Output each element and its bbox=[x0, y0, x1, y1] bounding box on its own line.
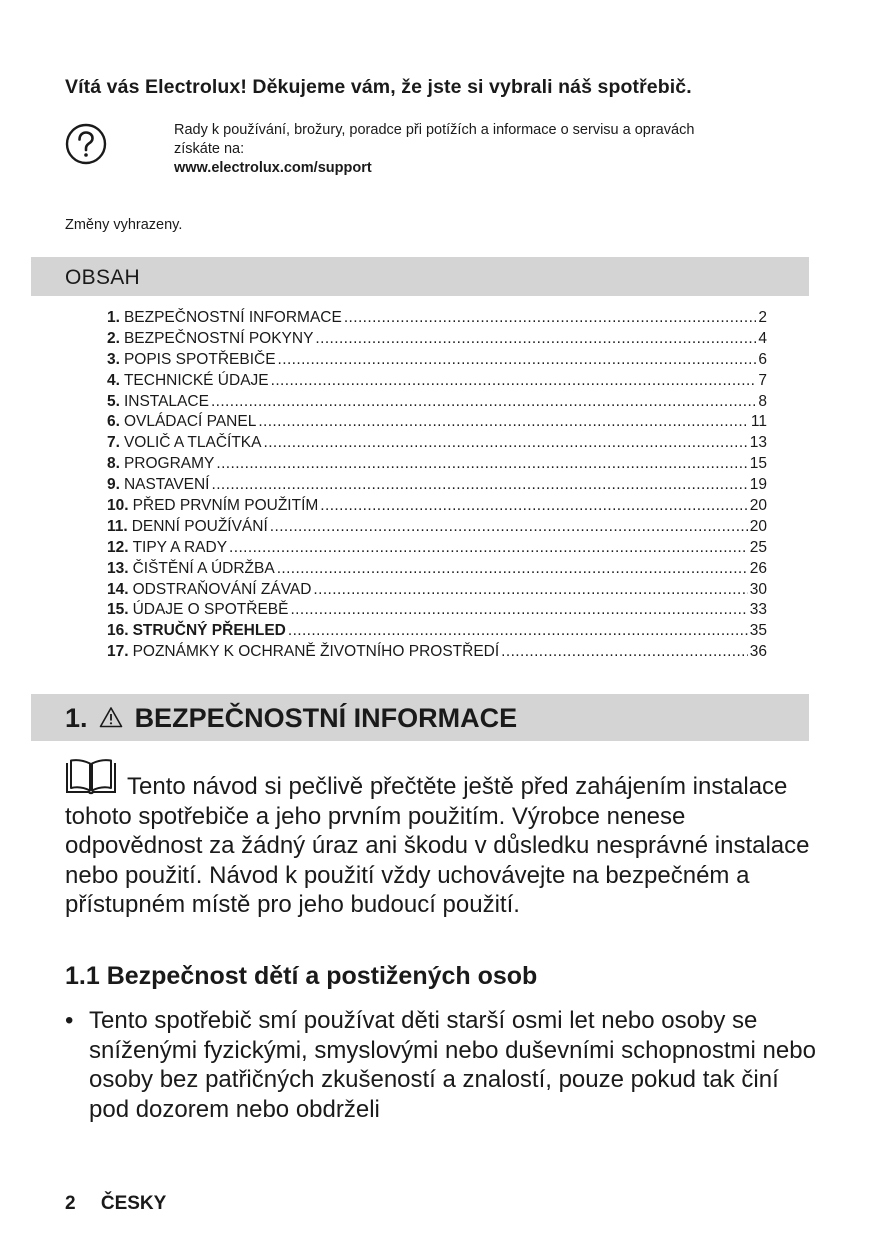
toc-item-title: TIPY A RADY bbox=[132, 538, 228, 556]
toc-item-number: 4. bbox=[107, 371, 120, 389]
toc-item-page: 7 bbox=[758, 371, 767, 389]
toc-dot-leader bbox=[320, 496, 747, 517]
toc-item-title: STRUČNÝ PŘEHLED bbox=[132, 622, 286, 640]
table-of-contents bbox=[107, 308, 767, 663]
support-text-line2: získáte na: bbox=[174, 141, 245, 157]
toc-item-number: 11. bbox=[107, 517, 128, 535]
toc-item-title: TECHNICKÉ ÚDAJE bbox=[123, 371, 269, 389]
footer-language: ČESKY bbox=[100, 1193, 167, 1214]
toc-item-number: 6. bbox=[107, 413, 120, 431]
toc-item-number: 12. bbox=[107, 538, 129, 556]
toc-item[interactable] bbox=[107, 642, 767, 663]
toc-item-page: 20 bbox=[749, 517, 767, 535]
toc-item-page: 13 bbox=[749, 434, 767, 452]
toc-item-page: 35 bbox=[749, 622, 767, 640]
toc-item-number: 13. bbox=[107, 559, 129, 577]
toc-item[interactable] bbox=[107, 496, 767, 517]
toc-item[interactable] bbox=[107, 371, 767, 392]
changes-notice: Změny vyhrazeny. bbox=[65, 217, 183, 233]
toc-dot-leader bbox=[229, 538, 748, 559]
toc-item-title: POPIS SPOTŘEBIČE bbox=[123, 350, 276, 368]
welcome-heading: Vítá vás Electrolux! Děkujeme vám, že jste si vybrali náš spotřebič. bbox=[65, 76, 692, 98]
support-info bbox=[174, 121, 794, 178]
toc-item-title: BEZPEČNOSTNÍ POKYNY bbox=[123, 329, 314, 347]
toc-dot-leader bbox=[288, 621, 748, 642]
section-title-text: BEZPEČNOSTNÍ INFORMACE bbox=[134, 703, 518, 733]
toc-item-page: 4 bbox=[758, 329, 767, 347]
toc-item-title: INSTALACE bbox=[123, 392, 209, 410]
toc-item[interactable] bbox=[107, 600, 767, 621]
toc-item-title: ODSTRAŇOVÁNÍ ZÁVAD bbox=[132, 580, 312, 598]
toc-title: OBSAH bbox=[65, 266, 141, 289]
toc-item-number: 10. bbox=[107, 497, 129, 515]
toc-item[interactable] bbox=[107, 308, 767, 329]
toc-dot-leader bbox=[270, 517, 748, 538]
toc-item-title: VOLIČ A TLAČÍTKA bbox=[123, 434, 262, 452]
toc-item-title: ČIŠTĚNÍ A ÚDRŽBA bbox=[132, 559, 275, 577]
toc-item[interactable] bbox=[107, 329, 767, 350]
toc-dot-leader bbox=[264, 433, 748, 454]
toc-dot-leader bbox=[344, 308, 757, 329]
toc-item-page: 20 bbox=[749, 497, 767, 515]
toc-item-number: 15. bbox=[107, 601, 129, 619]
toc-item-page: 25 bbox=[749, 538, 767, 556]
support-link[interactable]: www.electrolux.com/support bbox=[174, 160, 372, 176]
page-number: 2 bbox=[65, 1193, 76, 1214]
toc-item-title: PŘED PRVNÍM POUŽITÍM bbox=[132, 497, 319, 515]
toc-item[interactable] bbox=[107, 454, 767, 475]
toc-item[interactable] bbox=[107, 559, 767, 580]
toc-dot-leader bbox=[271, 371, 757, 392]
toc-item[interactable] bbox=[107, 621, 767, 642]
question-circle-icon bbox=[65, 123, 107, 165]
subsection-title: 1.1 Bezpečnost dětí a postižených osob bbox=[65, 962, 538, 990]
toc-item-number: 5. bbox=[107, 392, 120, 410]
toc-item-number: 3. bbox=[107, 350, 120, 368]
toc-item[interactable] bbox=[107, 517, 767, 538]
toc-item-number: 9. bbox=[107, 476, 120, 494]
toc-item-title: POZNÁMKY K OCHRANĚ ŽIVOTNÍHO PROSTŘEDÍ bbox=[132, 643, 500, 661]
toc-item-title: BEZPEČNOSTNÍ INFORMACE bbox=[123, 309, 342, 326]
toc-item[interactable] bbox=[107, 538, 767, 559]
toc-dot-leader bbox=[313, 580, 747, 601]
toc-item-title: ÚDAJE O SPOTŘEBĚ bbox=[132, 601, 289, 619]
page-footer bbox=[65, 1193, 166, 1215]
toc-item-page: 30 bbox=[749, 580, 767, 598]
toc-item-title: OVLÁDACÍ PANEL bbox=[123, 413, 257, 431]
toc-item-page: 6 bbox=[758, 350, 767, 368]
toc-dot-leader bbox=[277, 559, 748, 580]
section-number: 1. bbox=[65, 703, 88, 733]
toc-dot-leader bbox=[315, 329, 756, 350]
toc-dot-leader bbox=[278, 350, 757, 371]
toc-item-number: 14. bbox=[107, 580, 129, 598]
toc-dot-leader bbox=[216, 454, 747, 475]
toc-item-page: 26 bbox=[749, 559, 767, 577]
toc-item-title: PROGRAMY bbox=[123, 455, 215, 473]
toc-item-page: 2 bbox=[758, 309, 767, 326]
toc-item-page: 36 bbox=[749, 643, 767, 661]
intro-paragraph: Tento návod si pečlivě přečtěte ještě před zahájením instalace tohoto spotřebiče a jeho prvním použitím. Výrobce nenese odpovědnost za žádný úraz ani škodu v důsledku nesprávné instalace nebo použití. Návod k použití vždy uchovávejte na bezpečném a přístupném místě pro jeho budoucí použití. bbox=[65, 773, 810, 919]
support-text-line1: Rady k používání, brožury, poradce při potížích a informace o servisu a opravách bbox=[174, 122, 695, 138]
toc-item[interactable] bbox=[107, 475, 767, 496]
section-title bbox=[65, 702, 517, 734]
toc-item-page: 11 bbox=[750, 413, 767, 431]
toc-item[interactable] bbox=[107, 350, 767, 371]
list-item: • Tento spotřebič smí používat děti starší osmi let nebo osoby se sníženými fyzickými, smyslovými nebo duševními schopnostmi nebo osoby bez patřičných zkušeností a znalostí, pouze pokud tak činí pod dozorem nebo obdrželi bbox=[65, 1006, 825, 1124]
toc-item-number: 8. bbox=[107, 455, 120, 473]
toc-item-number: 1. bbox=[107, 309, 120, 326]
safety-bullet-list bbox=[65, 1006, 825, 1124]
toc-item-page: 8 bbox=[758, 392, 767, 410]
toc-item[interactable] bbox=[107, 392, 767, 413]
toc-item-number: 2. bbox=[107, 329, 120, 347]
toc-dot-leader bbox=[501, 642, 748, 663]
toc-dot-leader bbox=[211, 392, 756, 413]
toc-dot-leader bbox=[258, 412, 749, 433]
toc-dot-leader bbox=[290, 600, 747, 621]
toc-item-page: 15 bbox=[749, 455, 767, 473]
toc-item-number: 7. bbox=[107, 434, 120, 452]
toc-item-title: NASTAVENÍ bbox=[123, 476, 210, 494]
toc-item[interactable] bbox=[107, 580, 767, 601]
toc-item-page: 33 bbox=[749, 601, 767, 619]
toc-item-number: 17. bbox=[107, 643, 129, 661]
toc-item[interactable] bbox=[107, 433, 767, 454]
toc-header-bar bbox=[31, 257, 809, 296]
toc-item-number: 16. bbox=[107, 622, 129, 640]
toc-dot-leader bbox=[212, 475, 748, 496]
toc-item-page: 19 bbox=[749, 476, 767, 494]
warning-triangle-icon bbox=[99, 706, 123, 728]
toc-item[interactable] bbox=[107, 412, 767, 433]
toc-item-title: DENNÍ POUŽÍVÁNÍ bbox=[131, 517, 268, 535]
